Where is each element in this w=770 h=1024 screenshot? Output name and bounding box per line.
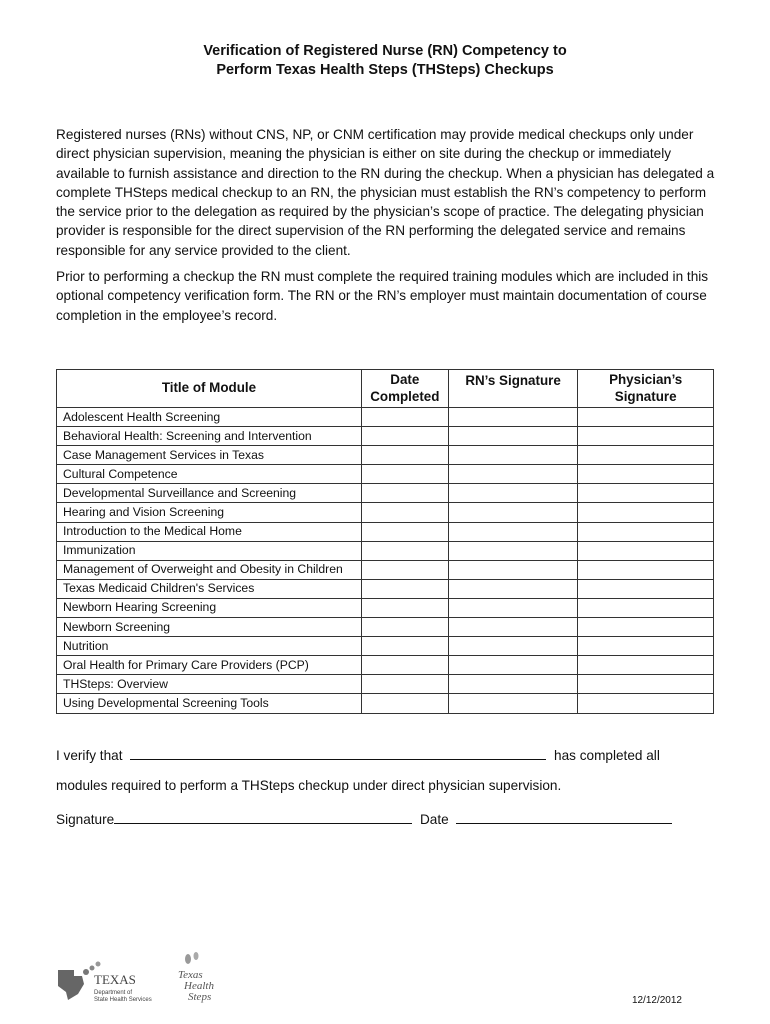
physician-signature-cell[interactable] [578,408,714,427]
rn-signature-cell[interactable] [448,656,578,675]
verify-prefix: I verify that [56,748,123,763]
rn-signature-cell[interactable] [448,484,578,503]
module-title: Newborn Screening [57,618,362,637]
header-physician-line2: Signature [614,388,677,404]
footer-logos [56,950,232,1010]
rn-name-field[interactable] [130,745,546,760]
physician-signature-cell[interactable] [578,618,714,637]
module-title: Nutrition [57,637,362,656]
header-date-completed [361,370,448,408]
rn-signature-cell[interactable] [448,694,578,713]
date-completed-cell[interactable] [361,503,448,522]
module-table [56,369,714,714]
module-title: Adolescent Health Screening [57,408,362,427]
date-completed-cell[interactable] [361,656,448,675]
date-completed-cell[interactable] [361,446,448,465]
footer-date: 12/12/2012 [631,995,682,1006]
date-completed-cell[interactable] [361,408,448,427]
table-row [57,637,714,656]
physician-signature-cell[interactable] [578,637,714,656]
module-title: Newborn Hearing Screening [57,598,362,617]
module-title: Management of Overweight and Obesity in Children [57,560,362,579]
table-row [57,446,714,465]
document-title [0,42,770,80]
rn-signature-cell[interactable] [448,541,578,560]
date-completed-cell[interactable] [361,637,448,656]
table-row [57,560,714,579]
signature-field[interactable] [114,809,412,824]
table-row [57,694,714,713]
table-row [57,618,714,637]
signature-label: Signature [56,812,115,827]
header-physician-signature [578,370,714,408]
physician-signature-cell[interactable] [578,579,714,598]
date-completed-cell[interactable] [361,675,448,694]
date-completed-cell[interactable] [361,560,448,579]
rn-signature-cell[interactable] [448,560,578,579]
header-rn-signature: RN’s Signature [448,370,578,408]
module-title: Developmental Surveillance and Screening [57,484,362,503]
table-header-row [57,370,714,408]
dshs-logo [56,950,176,1008]
table-row [57,503,714,522]
training-paragraph: Prior to performing a checkup the RN must complete the required training modules which are included in this optional competency verification form. The RN or the RN’s employer must maintain documentation of course completion in the employee’s record. [56,269,709,323]
date-completed-cell[interactable] [361,541,448,560]
date-completed-cell[interactable] [361,598,448,617]
table-row [57,427,714,446]
texas-health-steps-logo [172,950,232,1008]
star-icon [96,962,101,967]
physician-signature-cell[interactable] [578,484,714,503]
module-title: Oral Health for Primary Care Providers (PCP) [57,656,362,675]
physician-signature-cell[interactable] [578,446,714,465]
verify-suffix: has completed all [554,748,660,763]
rn-signature-cell[interactable] [448,579,578,598]
date-completed-cell[interactable] [361,484,448,503]
rn-signature-cell[interactable] [448,427,578,446]
module-title: Hearing and Vision Screening [57,503,362,522]
logo-texas-text: TEXAS [94,972,136,987]
star-icon [83,969,89,975]
header-physician-line1: Physician’s [609,372,683,387]
module-title: Case Management Services in Texas [57,446,362,465]
date-completed-cell[interactable] [361,465,448,484]
table-row [57,579,714,598]
table-row [57,522,714,541]
physician-signature-cell[interactable] [578,598,714,617]
physician-signature-cell[interactable] [578,694,714,713]
table-row [57,484,714,503]
physician-signature-cell[interactable] [578,522,714,541]
rn-signature-cell[interactable] [448,465,578,484]
module-title: Using Developmental Screening Tools [57,694,362,713]
texas-shape-icon [58,970,84,1000]
verify-line [56,745,660,765]
title-line-2: Perform Texas Health Steps (THSteps) Checkups [216,62,554,78]
rn-signature-cell[interactable] [448,618,578,637]
header-date-line2: Completed [370,388,440,404]
module-title: Behavioral Health: Screening and Intervention [57,427,362,446]
date-completed-cell[interactable] [361,694,448,713]
rn-signature-cell[interactable] [448,598,578,617]
logo-ths-line3: Steps [188,991,212,1003]
date-completed-cell[interactable] [361,427,448,446]
table-row [57,465,714,484]
logo-ths-line1: Texas [178,969,204,981]
logo-ths-line2: Health [184,980,215,992]
date-label: Date [419,812,449,827]
header-date-line1: Date [390,372,420,387]
footprint-icon [194,952,199,960]
physician-signature-cell[interactable] [578,675,714,694]
rn-signature-cell[interactable] [448,522,578,541]
table-row [57,541,714,560]
logo-dept-line2: State Health Services [94,997,152,1003]
date-completed-cell[interactable] [361,579,448,598]
rn-signature-cell[interactable] [448,408,578,427]
intro-paragraph: Registered nurses (RNs) without CNS, NP, or CNM certification may provide medical checkups only under direct physician supervision, meaning the physician is either on site during the checkup or immediately available to furnish assistance and direction to the RN during the checkup. When a physician has delegated a complete THSteps medical checkup to an RN, the physician must establish the RN’s competency to perform the service prior to the delegation as required by the physician’s scope of practice. The delegating physician provider is responsible for the direct supervision of the RN performing the delegated service and remains responsible for any service provided to the client. [56,127,715,258]
date-field[interactable] [456,809,672,824]
physician-signature-cell[interactable] [578,427,714,446]
physician-signature-cell[interactable] [578,465,714,484]
rn-signature-cell[interactable] [448,503,578,522]
table-row [57,598,714,617]
module-title: Introduction to the Medical Home [57,522,362,541]
module-title: Immunization [57,541,362,560]
physician-signature-cell[interactable] [578,503,714,522]
table-row [57,675,714,694]
star-icon [90,966,95,971]
header-title-of-module: Title of Module [57,370,362,408]
table-row [57,656,714,675]
physician-signature-cell[interactable] [578,560,714,579]
title-line-1: Verification of Registered Nurse (RN) Competency to [203,43,567,59]
verify-statement: modules required to perform a THSteps checkup under direct physician supervision. [56,778,562,793]
physician-signature-cell[interactable] [578,541,714,560]
table-row [57,408,714,427]
module-title: THSteps: Overview [57,675,362,694]
signature-line [56,809,672,829]
logo-dept-line1: Department of [94,990,133,996]
module-title: Cultural Competence [57,465,362,484]
date-completed-cell[interactable] [361,618,448,637]
date-completed-cell[interactable] [361,522,448,541]
footprint-icon [185,954,191,964]
rn-signature-cell[interactable] [448,675,578,694]
rn-signature-cell[interactable] [448,637,578,656]
physician-signature-cell[interactable] [578,656,714,675]
module-title: Texas Medicaid Children's Services [57,579,362,598]
rn-signature-cell[interactable] [448,446,578,465]
